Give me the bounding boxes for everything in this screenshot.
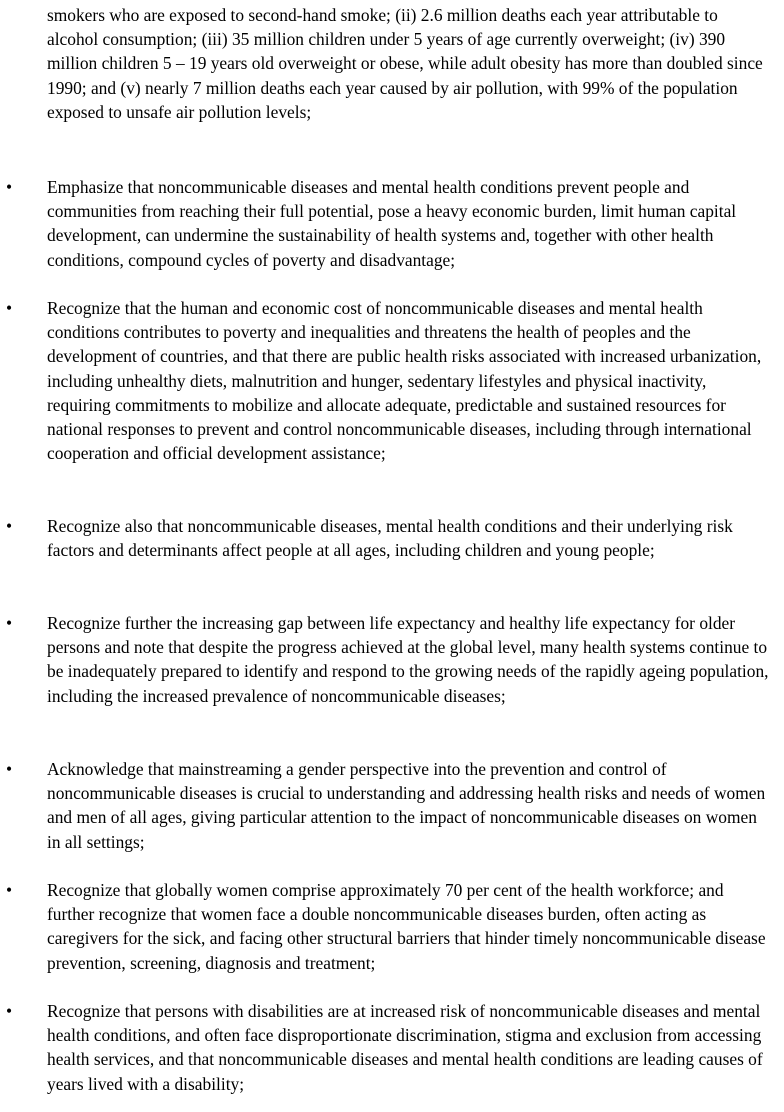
list-item-text: Recognize further the increasing gap between life expectancy and healthy life expectancy for older persons and note that despite the progress achieved at the global level, many health systems continue to be inadequately prepared to identify and respond to the growing needs of the rapidly ageing population, including the increased prevalence of noncommunicable diseases; (47, 613, 769, 706)
bullet-marker: • (6, 516, 13, 536)
list-item-text: Acknowledge that mainstreaming a gender perspective into the prevention and control of noncommunicable diseases is crucial to understanding and addressing health risks and needs of women and men of all ages, giving particular attention to the impact of noncommunicable diseases on women in all settings; (47, 759, 766, 852)
bullet-marker: • (6, 177, 13, 197)
list-item-text: Recognize also that noncommunicable diseases, mental health conditions and their underlying risk factors and determinants affect people at all ages, including children and young people; (47, 516, 733, 561)
bullet-marker: • (6, 1001, 13, 1021)
bullet-marker: • (6, 613, 13, 633)
bullet-marker: • (6, 880, 13, 900)
list-item-text: Recognize that globally women comprise approximately 70 per cent of the health workforce; and further recognize that women face a double noncommunicable diseases burden, often acting as caregivers for the sick, and facing other structural barriers that hinder timely noncommunicable disease prevention, screening, diagnosis and treatment; (47, 880, 766, 973)
bullet-marker: • (6, 759, 13, 779)
continuation-paragraph: smokers who are exposed to second-hand smoke; (ii) 2.6 million deaths each year attributable to alcohol consumption; (iii) 35 million children under 5 years of age currently overweight; (iv) 390 million children 5 – 19 years old overweight or obese, while adult obesity has more than doubled since 1990; and (v) nearly 7 million deaths each year caused by air pollution, with 99% of the population exposed to unsafe air pollution levels; (47, 5, 763, 122)
list-item-text: Recognize that the human and economic cost of noncommunicable diseases and mental health conditions contributes to poverty and inequalities and threatens the health of peoples and the development of countries, and that there are public health risks associated with increased urbanization, including unhealthy diets, malnutrition and hunger, sedentary lifestyles and physical inactivity, requiring commitments to mobilize and allocate adequate, predictable and sustained resources for national responses to prevent and control noncommunicable diseases, including through international cooperation and official development assistance; (47, 298, 762, 464)
bullet-marker: • (6, 298, 13, 318)
list-item-text: Emphasize that noncommunicable diseases and mental health conditions prevent people and communities from reaching their full potential, pose a heavy economic burden, limit human capital development, can undermine the sustainability of health systems and, together with other health conditions, compound cycles of poverty and disadvantage; (47, 177, 737, 270)
list-item-text: Recognize that persons with disabilities are at increased risk of noncommunicable diseases and mental health conditions, and often face disproportionate discrimination, stigma and exclusion from accessing health services, and that noncommunicable diseases and mental health conditions are leading causes of years lived with a disability; (47, 1001, 763, 1094)
